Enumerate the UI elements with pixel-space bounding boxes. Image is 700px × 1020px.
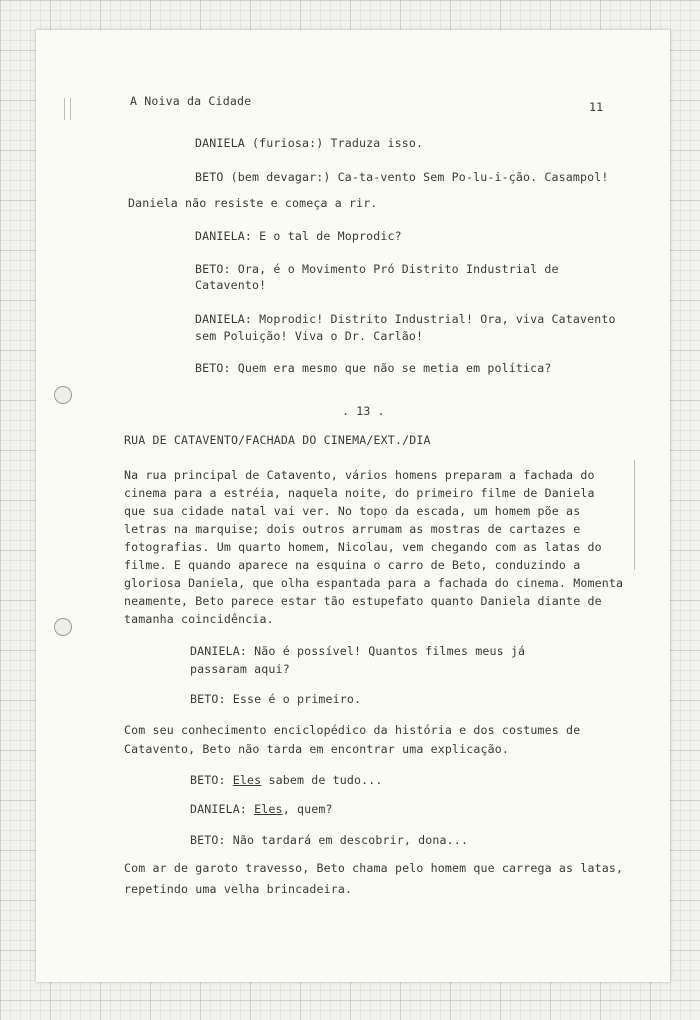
underlined-word: Eles: [232, 773, 262, 787]
dialogue-line: BETO: Ora, é o Movimento Pró Distrito Industrial de: [195, 262, 559, 276]
dialogue-line: [190, 802, 333, 816]
page-number: 11: [589, 100, 604, 114]
margin-mark: [70, 98, 71, 120]
speaker: BETO:: [190, 773, 233, 787]
action-line: letras na marquise; dois outros arrumam as mostras de cartazes e: [124, 522, 581, 536]
action-line: Com seu conhecimento enciclopédico da história e dos costumes de: [124, 723, 581, 737]
dialogue-line: BETO: Quem era mesmo que não se metia em política?: [195, 361, 552, 375]
dialogue-line: Catavento!: [195, 278, 267, 292]
action-line: neamente, Beto parece estar tão estupefato quanto Daniela diante de: [124, 594, 602, 608]
punch-hole: [54, 386, 72, 404]
margin-mark: [634, 460, 635, 570]
dialogue-line: [190, 773, 383, 787]
dialogue-text: , quem?: [282, 802, 333, 816]
script-page: [36, 30, 670, 982]
action-line: gloriosa Daniela, que olha espantada para a fachada do cinema. Momenta: [124, 576, 624, 590]
action-line: cinema para a estréia, naquela noite, do primeiro filme de Daniela: [124, 486, 595, 500]
action-line: fotografias. Um quarto homem, Nicolau, vem chegando com as latas do: [124, 540, 602, 554]
dialogue-text: sabem de tudo...: [261, 773, 383, 787]
dialogue-line: BETO: Esse é o primeiro.: [190, 692, 362, 706]
dialogue-line: DANIELA: Moprodic! Distrito Industrial! Ora, viva Catavento: [195, 312, 616, 326]
dialogue-line: BETO: Não tardará em descobrir, dona...: [190, 833, 469, 847]
action-line: Daniela não resiste e começa a rir.: [128, 196, 378, 210]
dialogue-line: sem Poluição! Viva o Dr. Carlão!: [195, 329, 424, 343]
dialogue-line: DANIELA (furiosa:) Traduza isso.: [195, 136, 424, 150]
dialogue-line: passaram aqui?: [190, 662, 290, 676]
scene-heading: RUA DE CATAVENTO/FACHADA DO CINEMA/EXT./DIA: [124, 433, 431, 447]
punch-hole: [54, 618, 72, 636]
dialogue-line: BETO (bem devagar:) Ca-ta-vento Sem Po-lu-i-ção. Casampol!: [195, 170, 609, 184]
action-line: tamanha coincidência.: [124, 612, 274, 626]
scene-number: . 13 .: [342, 404, 385, 418]
action-line: Na rua principal de Catavento, vários homens preparam a fachada do: [124, 468, 595, 482]
speaker: DANIELA:: [190, 802, 255, 816]
action-line: que sua cidade natal vai ver. No topo da escada, um homem põe as: [124, 504, 581, 518]
action-line: Catavento, Beto não tarda em encontrar uma explicação.: [124, 742, 510, 756]
dialogue-line: DANIELA: E o tal de Moprodic?: [195, 229, 402, 243]
margin-mark: [64, 98, 65, 120]
underlined-word: Eles: [254, 802, 283, 816]
document-title: A Noiva da Cidade: [130, 94, 252, 108]
dialogue-line: DANIELA: Não é possível! Quantos filmes meus já: [190, 644, 526, 658]
action-line: filme. E quando aparece na esquina o carro de Beto, conduzindo a: [124, 558, 581, 572]
action-line: Com ar de garoto travesso, Beto chama pelo homem que carrega as latas,: [124, 861, 624, 875]
action-line: repetindo uma velha brincadeira.: [124, 882, 353, 896]
